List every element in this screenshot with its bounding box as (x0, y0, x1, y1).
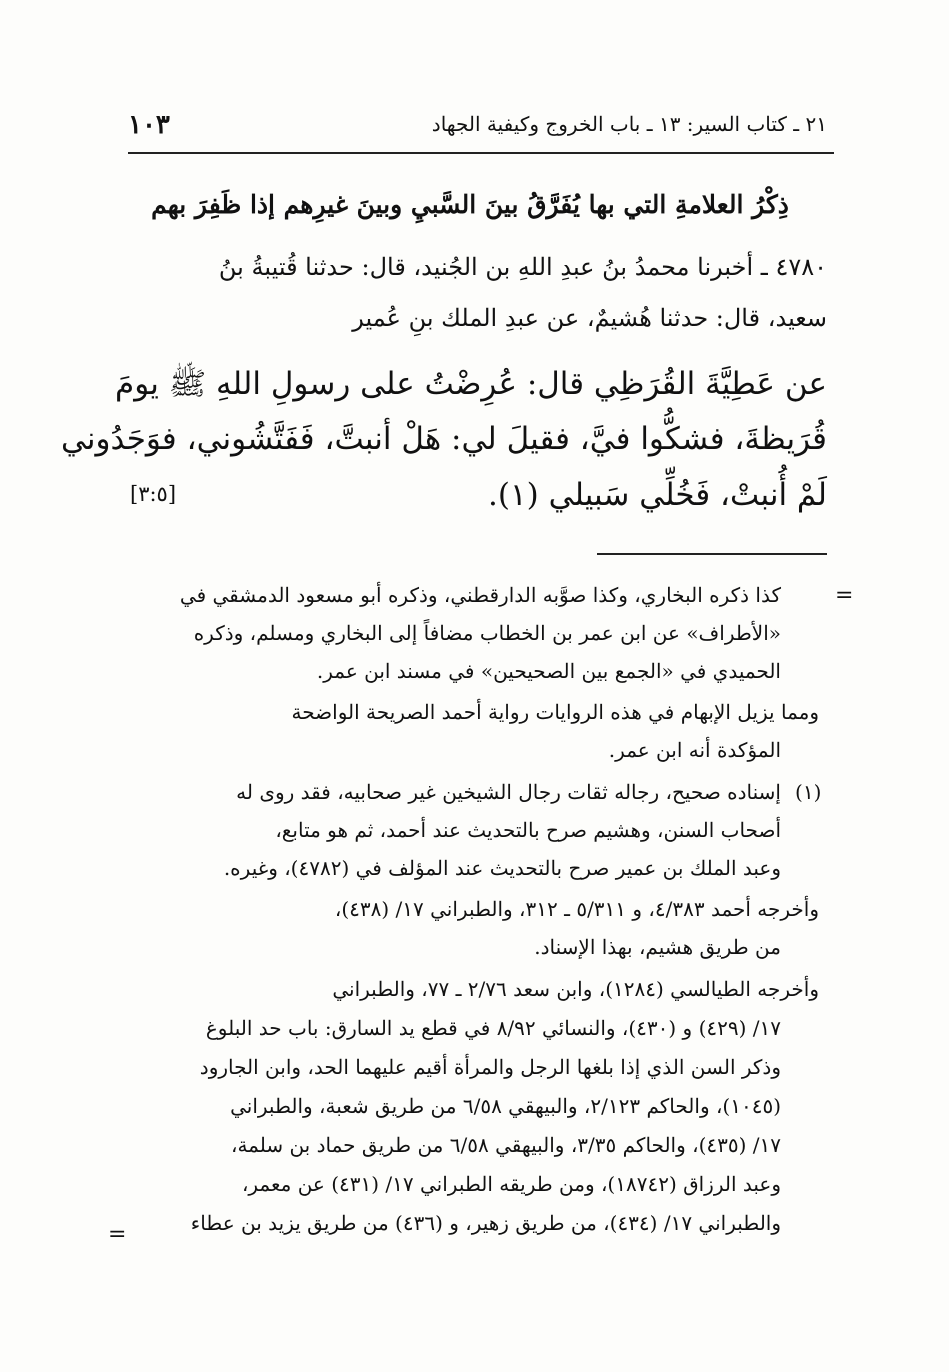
isnad-line: ٤٧٨٠ ـ أخبرنا محمدُ بنُ عبدِ اللهِ بن الجُنيد، قال: حدثنا قُتيبةُ بنُ (218, 253, 827, 281)
footnote-line: «الأطراف» عن ابن عمر بن الخطاب مضافاً إلى البخاري ومسلم، وذكره (193, 621, 781, 645)
footnote-line: والطبراني ١٧/ (٤٣٤)، من طريق زهير، و (٤٣٦) من طريق يزيد بن عطاء (190, 1211, 781, 1235)
matn-line: قُرَيظةَ، فشكُّوا فيَّ، فقيلَ لي: هَلْ أنبتَّ، فَفَتَّشُوني، فوَجَدُوني (61, 421, 827, 457)
footnote-marker: (١) (795, 780, 822, 804)
matn-line: لَمْ أُنبتْ، فَخُلِّي سَبيلي (١). (488, 477, 827, 513)
footnote-continuation-mark: = (108, 1222, 127, 1247)
footnote-line: وذكر السن الذي إذا بلغها الرجل والمرأة أقيم عليهما الحد، وابن الجارود (199, 1055, 781, 1079)
footnote-line: الحميدي في «الجمع بين الصحيحين» في مسند ابن عمر. (316, 659, 781, 683)
footnote-line: من طريق هشيم، بهذا الإسناد. (534, 935, 781, 959)
page-number: ١٠٣ (128, 110, 170, 140)
header-divider (128, 152, 834, 154)
footnote-line: إسناده صحيح، رجاله ثقات رجال الشيخين غير صحابيه، فقد روى له (236, 780, 781, 804)
footnote-line: ١٧/ (٤٢٩) و (٤٣٠)، والنسائي ٨/٩٢ في قطع يد السارق: باب حد البلوغ (205, 1016, 781, 1040)
hadith-reference: [٣:٥] (130, 482, 177, 506)
footnote-line: (١٠٤٥)، والحاكم ٢/١٢٣، والبيهقي ٦/٥٨ من طريق شعبة، والطبراني (230, 1094, 781, 1118)
section-heading: ذِكْرُ العلامةِ التي بها يُفَرَّقُ بينَ السَّبيِ وبينَ غيرِهم إذا ظَفِرَ بهم (151, 190, 789, 219)
footnote-line: وعبد الملك بن عمير صرح بالتحديث عند المؤلف في (٤٧٨٢)، وغيره. (223, 856, 781, 880)
footnote-line: المؤكدة أنه ابن عمر. (608, 738, 781, 762)
footnote-line: وأخرجه الطيالسي (١٢٨٤)، وابن سعد ٢/٧٦ ـ ٧٧، والطبراني (332, 977, 819, 1001)
footnote-line: ١٧/ (٤٣٥)، والحاكم ٣/٣٥، والبيهقي ٦/٥٨ من طريق حماد بن سلمة، (230, 1133, 781, 1157)
matn-line: عن عَطِيَّةَ القُرَظِي قال: عُرِضْتُ على رسولِ اللهِ ﷺ يومَ (115, 366, 827, 402)
footnote-continuation-mark: = (835, 583, 854, 608)
isnad-line: سعيد، قال: حدثنا هُشيمٌ، عن عبدِ الملك بنِ عُمير (352, 304, 827, 332)
footnote-line: كذا ذكره البخاري، وكذا صوَّبه الدارقطني، وذكره أبو مسعود الدمشقي في (179, 583, 781, 607)
footnote-line: أصحاب السنن، وهشيم صرح بالتحديث عند أحمد، ثم هو متابع، (275, 818, 781, 842)
footnote-line: وعبد الرزاق (١٨٧٤٢)، ومن طريقه الطبراني ١٧/ (٤٣١) عن معمر، (241, 1172, 781, 1196)
footnote-line: ومما يزيل الإبهام في هذه الروايات رواية أحمد الصريحة الواضحة (291, 700, 819, 724)
footnote-divider (597, 553, 827, 555)
footnote-line: وأخرجه أحمد ٤/٣٨٣، و ٥/٣١١ ـ ٣١٢، والطبراني ١٧/ (٤٣٨)، (334, 897, 819, 921)
running-header-title: ٢١ ـ كتاب السير: ١٣ ـ باب الخروج وكيفية الجهاد (431, 112, 827, 136)
